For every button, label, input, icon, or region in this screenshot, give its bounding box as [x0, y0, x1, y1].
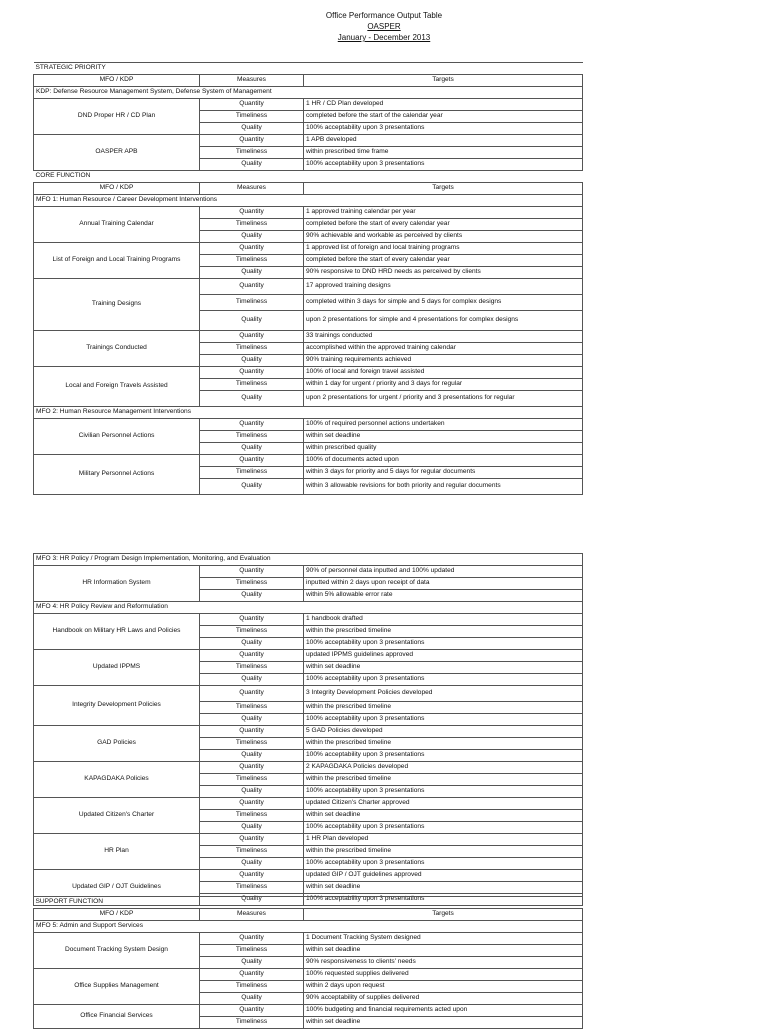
section-row — [34, 171, 583, 183]
target-cell: within the prescribed timeline — [304, 846, 583, 858]
target-cell: upon 2 presentations for urgent / priority and 3 presentations for regular — [304, 391, 583, 407]
target-cell: 90% training requirements achieved — [304, 355, 583, 367]
measure-cell: Quantity — [200, 870, 304, 882]
target-cell: within prescribed quality — [304, 443, 583, 455]
table-row — [34, 686, 583, 702]
target-cell: 90% responsiveness to clients' needs — [304, 957, 583, 969]
measure-cell: Timeliness — [200, 578, 304, 590]
mfo-name: Document Tracking System Design — [34, 933, 200, 969]
measure-cell: Timeliness — [200, 343, 304, 355]
measure-cell: Quality — [200, 858, 304, 870]
target-cell: updated Citizen's Charter approved — [304, 798, 583, 810]
group-row — [34, 921, 583, 933]
target-cell: 90% achievable and workable as perceived by clients — [304, 231, 583, 243]
target-cell: within set deadline — [304, 1017, 583, 1029]
mfo-name: Updated GIP / OJT Guidelines — [34, 870, 200, 906]
target-cell: 100% acceptability upon 3 presentations — [304, 858, 583, 870]
section-row — [34, 63, 583, 75]
table-row — [34, 135, 583, 147]
mfo-name: Handbook on Military HR Laws and Policies — [34, 614, 200, 650]
office-name-text: OASPER — [367, 22, 401, 31]
measure-cell: Quality — [200, 159, 304, 171]
target-cell: 90% acceptability of supplies delivered — [304, 993, 583, 1005]
measure-cell: Quantity — [200, 614, 304, 626]
table-row — [34, 243, 583, 255]
measure-cell: Quantity — [200, 762, 304, 774]
table-row — [34, 969, 583, 981]
measure-cell: Quantity — [200, 135, 304, 147]
measure-cell: Timeliness — [200, 846, 304, 858]
measure-cell: Timeliness — [200, 431, 304, 443]
measure-cell: Timeliness — [200, 1017, 304, 1029]
measure-cell: Quality — [200, 786, 304, 798]
table-row — [34, 614, 583, 626]
target-cell: 100% of local and foreign travel assisted — [304, 367, 583, 379]
mfo-name: Annual Training Calendar — [34, 207, 200, 243]
target-cell: within 3 days for priority and 5 days for regular documents — [304, 467, 583, 479]
measure-cell: Timeliness — [200, 810, 304, 822]
table-part-2 — [33, 553, 583, 906]
measure-cell: Quality — [200, 479, 304, 495]
measure-cell: Quality — [200, 590, 304, 602]
measure-cell: Quantity — [200, 331, 304, 343]
mfo-name: Civilian Personnel Actions — [34, 419, 200, 455]
measure-cell: Quality — [200, 714, 304, 726]
target-cell: 1 approved training calendar per year — [304, 207, 583, 219]
measure-cell: Timeliness — [200, 738, 304, 750]
target-cell: within the prescribed timeline — [304, 774, 583, 786]
measure-cell: Quality — [200, 822, 304, 834]
section-title: SUPPORT FUNCTION — [34, 897, 583, 909]
period — [0, 33, 768, 43]
table-row — [34, 798, 583, 810]
target-cell: within 3 allowable revisions for both priority and regular documents — [304, 479, 583, 495]
column-header-row — [34, 75, 583, 87]
mfo-name: Local and Foreign Travels Assisted — [34, 367, 200, 407]
column-header-mfo: MFO / KDP — [34, 75, 200, 87]
column-header-measures: Measures — [200, 909, 304, 921]
measure-cell: Quantity — [200, 455, 304, 467]
measure-cell: Quantity — [200, 99, 304, 111]
measure-cell: Timeliness — [200, 662, 304, 674]
measure-cell: Quantity — [200, 650, 304, 662]
measure-cell: Quality — [200, 231, 304, 243]
measure-cell: Timeliness — [200, 702, 304, 714]
table-row — [34, 455, 583, 467]
measure-cell: Timeliness — [200, 255, 304, 267]
column-header-targets: Targets — [304, 909, 583, 921]
mfo-name: HR Plan — [34, 834, 200, 870]
section-title: CORE FUNCTION — [34, 171, 583, 183]
target-cell: accomplished within the approved training calendar — [304, 343, 583, 355]
target-cell: completed before the start of the calendar year — [304, 111, 583, 123]
target-cell: within the prescribed timeline — [304, 702, 583, 714]
measure-cell: Quantity — [200, 207, 304, 219]
target-cell: updated IPPMS guidelines approved — [304, 650, 583, 662]
mfo-name: Updated IPPMS — [34, 650, 200, 686]
measure-cell: Quantity — [200, 419, 304, 431]
target-cell: 1 approved list of foreign and local training programs — [304, 243, 583, 255]
group-label: KDP: Defense Resource Management System, Defense System of Management — [34, 87, 583, 99]
target-cell: within set deadline — [304, 945, 583, 957]
target-cell: 100% requested supplies delivered — [304, 969, 583, 981]
target-cell: 1 HR / CD Plan developed — [304, 99, 583, 111]
table-row — [34, 566, 583, 578]
measure-cell: Quantity — [200, 933, 304, 945]
column-header-targets: Targets — [304, 183, 583, 195]
target-cell: 90% responsive to DND HRD needs as perceived by clients — [304, 267, 583, 279]
group-row — [34, 407, 583, 419]
measure-cell: Quantity — [200, 566, 304, 578]
measure-cell: Quality — [200, 355, 304, 367]
column-header-mfo: MFO / KDP — [34, 183, 200, 195]
period-text: January - December 2013 — [337, 33, 431, 42]
mfo-name: GAD Policies — [34, 726, 200, 762]
target-cell: 100% of documents acted upon — [304, 455, 583, 467]
measure-cell: Quality — [200, 267, 304, 279]
measure-cell: Quality — [200, 957, 304, 969]
measure-cell: Quantity — [200, 834, 304, 846]
measure-cell: Timeliness — [200, 147, 304, 159]
measure-cell: Quantity — [200, 726, 304, 738]
table-row — [34, 650, 583, 662]
target-cell: 100% acceptability upon 3 presentations — [304, 674, 583, 686]
mfo-name: Integrity Development Policies — [34, 686, 200, 726]
table-row — [34, 419, 583, 431]
target-cell: 100% acceptability upon 3 presentations — [304, 638, 583, 650]
target-cell: 100% acceptability upon 3 presentations — [304, 159, 583, 171]
target-cell: within 1 day for urgent / priority and 3 days for regular — [304, 379, 583, 391]
target-cell: within the prescribed timeline — [304, 626, 583, 638]
measure-cell: Timeliness — [200, 295, 304, 311]
column-header-row — [34, 909, 583, 921]
target-cell: completed within 3 days for simple and 5 days for complex designs — [304, 295, 583, 311]
measure-cell: Timeliness — [200, 774, 304, 786]
mfo-name: DND Proper HR / CD Plan — [34, 99, 200, 135]
target-cell: completed before the start of every calendar year — [304, 255, 583, 267]
section-title: STRATEGIC PRIORITY — [34, 63, 583, 75]
measure-cell: Timeliness — [200, 379, 304, 391]
group-row — [34, 87, 583, 99]
target-cell: within set deadline — [304, 662, 583, 674]
target-cell: completed before the start of every calendar year — [304, 219, 583, 231]
mfo-name: KAPAGDAKA Policies — [34, 762, 200, 798]
mfo-name: Training Designs — [34, 279, 200, 331]
target-cell: within set deadline — [304, 882, 583, 894]
measure-cell: Quality — [200, 391, 304, 407]
measure-cell: Quality — [200, 311, 304, 331]
measure-cell: Timeliness — [200, 111, 304, 123]
target-cell: 2 KAPAGDAKA Policies developed — [304, 762, 583, 774]
measure-cell: Quantity — [200, 969, 304, 981]
mfo-name: OASPER APB — [34, 135, 200, 171]
target-cell: 1 Document Tracking System designed — [304, 933, 583, 945]
target-cell: inputted within 2 days upon receipt of data — [304, 578, 583, 590]
mfo-name: Trainings Conducted — [34, 331, 200, 367]
mfo-name: Office Financial Services — [34, 1005, 200, 1029]
measure-cell: Quality — [200, 993, 304, 1005]
target-cell: 33 trainings conducted — [304, 331, 583, 343]
target-cell: within set deadline — [304, 810, 583, 822]
mfo-name: HR Information System — [34, 566, 200, 602]
table-part-3 — [33, 896, 583, 1029]
group-label: MFO 4: HR Policy Review and Reformulation — [34, 602, 583, 614]
column-header-mfo: MFO / KDP — [34, 909, 200, 921]
target-cell: 5 GAD Policies developed — [304, 726, 583, 738]
measure-cell: Quantity — [200, 686, 304, 702]
target-cell: within 5% allowable error rate — [304, 590, 583, 602]
mfo-name: Office Supplies Management — [34, 969, 200, 1005]
group-row — [34, 195, 583, 207]
table-row — [34, 762, 583, 774]
measure-cell: Quantity — [200, 798, 304, 810]
table-row — [34, 1005, 583, 1017]
measure-cell: Quantity — [200, 1005, 304, 1017]
measure-cell: Timeliness — [200, 981, 304, 993]
target-cell: 1 handbook drafted — [304, 614, 583, 626]
table-row — [34, 870, 583, 882]
mfo-name: Updated Citizen's Charter — [34, 798, 200, 834]
measure-cell: Quantity — [200, 279, 304, 295]
column-header-measures: Measures — [200, 183, 304, 195]
target-cell: 100% budgeting and financial requirements acted upon — [304, 1005, 583, 1017]
group-label: MFO 1: Human Resource / Career Development Interventions — [34, 195, 583, 207]
table-row — [34, 99, 583, 111]
target-cell: 17 approved training designs — [304, 279, 583, 295]
target-cell: 100% of required personnel actions undertaken — [304, 419, 583, 431]
target-cell: 3 Integrity Development Policies developed — [304, 686, 583, 702]
mfo-name: Military Personnel Actions — [34, 455, 200, 495]
group-row — [34, 602, 583, 614]
mfo-name: List of Foreign and Local Training Programs — [34, 243, 200, 279]
measure-cell: Quality — [200, 443, 304, 455]
target-cell: within 2 days upon request — [304, 981, 583, 993]
measure-cell: Timeliness — [200, 945, 304, 957]
target-cell: within prescribed time frame — [304, 147, 583, 159]
target-cell: 90% of personnel data inputted and 100% updated — [304, 566, 583, 578]
group-label: MFO 5: Admin and Support Services — [34, 921, 583, 933]
group-label: MFO 2: Human Resource Management Interventions — [34, 407, 583, 419]
measure-cell: Quality — [200, 674, 304, 686]
target-cell: within the prescribed timeline — [304, 738, 583, 750]
measure-cell: Timeliness — [200, 467, 304, 479]
measure-cell: Quality — [200, 638, 304, 650]
group-row — [34, 554, 583, 566]
section-row — [34, 897, 583, 909]
target-cell: within set deadline — [304, 431, 583, 443]
target-cell: updated GIP / OJT guidelines approved — [304, 870, 583, 882]
column-header-measures: Measures — [200, 75, 304, 87]
target-cell: 100% acceptability upon 3 presentations — [304, 123, 583, 135]
measure-cell: Quantity — [200, 367, 304, 379]
table-row — [34, 331, 583, 343]
target-cell: 100% acceptability upon 3 presentations — [304, 822, 583, 834]
target-cell: upon 2 presentations for simple and 4 presentations for complex designs — [304, 311, 583, 331]
table-row — [34, 726, 583, 738]
measure-cell: Quantity — [200, 243, 304, 255]
target-cell: 1 HR Plan developed — [304, 834, 583, 846]
table-row — [34, 834, 583, 846]
target-cell: 100% acceptability upon 3 presentations — [304, 750, 583, 762]
table-row — [34, 933, 583, 945]
target-cell: 100% acceptability upon 3 presentations — [304, 786, 583, 798]
measure-cell: Quality — [200, 894, 304, 906]
column-header-row — [34, 183, 583, 195]
target-cell: 100% acceptability upon 3 presentations — [304, 714, 583, 726]
measure-cell: Quality — [200, 123, 304, 135]
table-part-1 — [33, 62, 583, 495]
office-name — [0, 22, 768, 32]
target-cell: 100% acceptability upon 3 presentations — [304, 894, 583, 906]
table-row — [34, 279, 583, 295]
measure-cell: Timeliness — [200, 219, 304, 231]
table-row — [34, 207, 583, 219]
group-label: MFO 3: HR Policy / Program Design Implementation, Monitoring, and Evaluation — [34, 554, 583, 566]
measure-cell: Timeliness — [200, 626, 304, 638]
table-row — [34, 367, 583, 379]
target-cell: 1 APB developed — [304, 135, 583, 147]
document-title: Office Performance Output Table — [325, 11, 443, 20]
measure-cell: Timeliness — [200, 882, 304, 894]
measure-cell: Quality — [200, 750, 304, 762]
column-header-targets: Targets — [304, 75, 583, 87]
